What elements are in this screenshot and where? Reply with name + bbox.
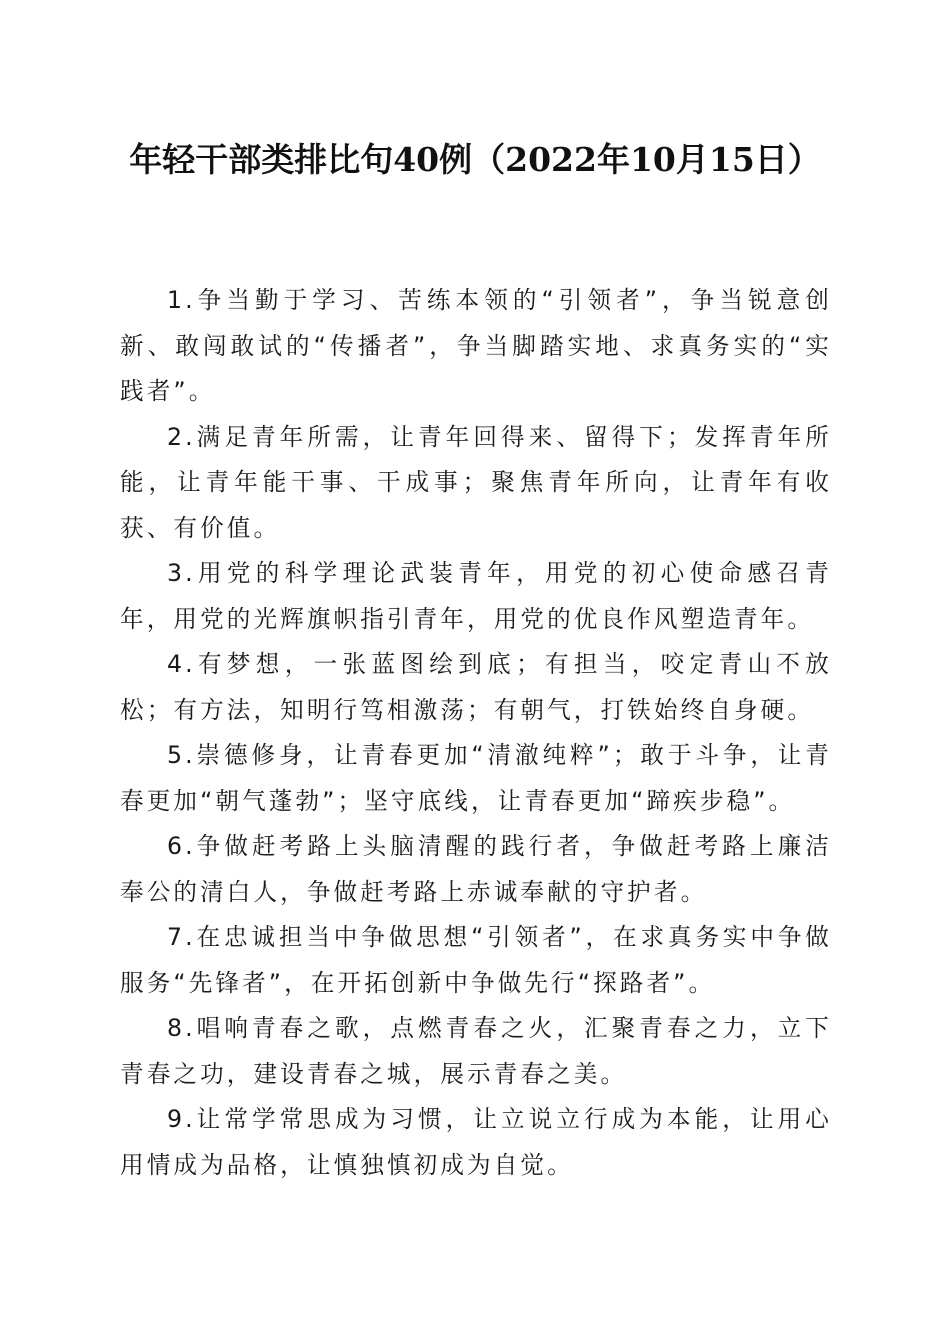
document-title: 年轻干部类排比句40例（2022年10月15日） bbox=[129, 140, 821, 179]
paragraph-6: 6.争做赶考路上头脑清醒的践行者，争做赶考路上廉洁奉公的清白人，争做赶考路上赤诚奉献的守护者。 bbox=[120, 832, 832, 906]
paragraph-5: 5.崇德修身，让青春更加“清澈纯粹”；敢于斗争，让青春更加“朝气蓬勃”；坚守底线，让青春更加“蹄疾步稳”。 bbox=[120, 741, 832, 815]
document-body bbox=[120, 278, 832, 1188]
paragraph-3: 3.用党的科学理论武装青年，用党的初心使命感召青年，用党的光辉旗帜指引青年，用党的优良作风塑造青年。 bbox=[120, 559, 832, 633]
paragraph-8: 8.唱响青春之歌，点燃青春之火，汇聚青春之力，立下青春之功，建设青春之城，展示青春之美。 bbox=[120, 1014, 832, 1088]
paragraph-2: 2.满足青年所需，让青年回得来、留得下；发挥青年所能，让青年能干事、干成事；聚焦青年所向，让青年有收获、有价值。 bbox=[120, 422, 832, 542]
paragraph-1: 1.争当勤于学习、苦练本领的“引领者”，争当锐意创新、敢闯敢试的“传播者”，争当脚踏实地、求真务实的“实践者”。 bbox=[120, 286, 832, 405]
paragraph-7: 7.在忠诚担当中争做思想“引领者”，在求真务实中争做服务“先锋者”，在开拓创新中争做先行“探路者”。 bbox=[120, 923, 832, 997]
paragraph-4: 4.有梦想，一张蓝图绘到底；有担当，咬定青山不放松；有方法，知明行笃相激荡；有朝气，打铁始终自身硬。 bbox=[120, 650, 832, 724]
paragraph-9: 9.让常学常思成为习惯，让立说立行成为本能，让用心用情成为品格，让慎独慎初成为自觉。 bbox=[120, 1105, 832, 1179]
